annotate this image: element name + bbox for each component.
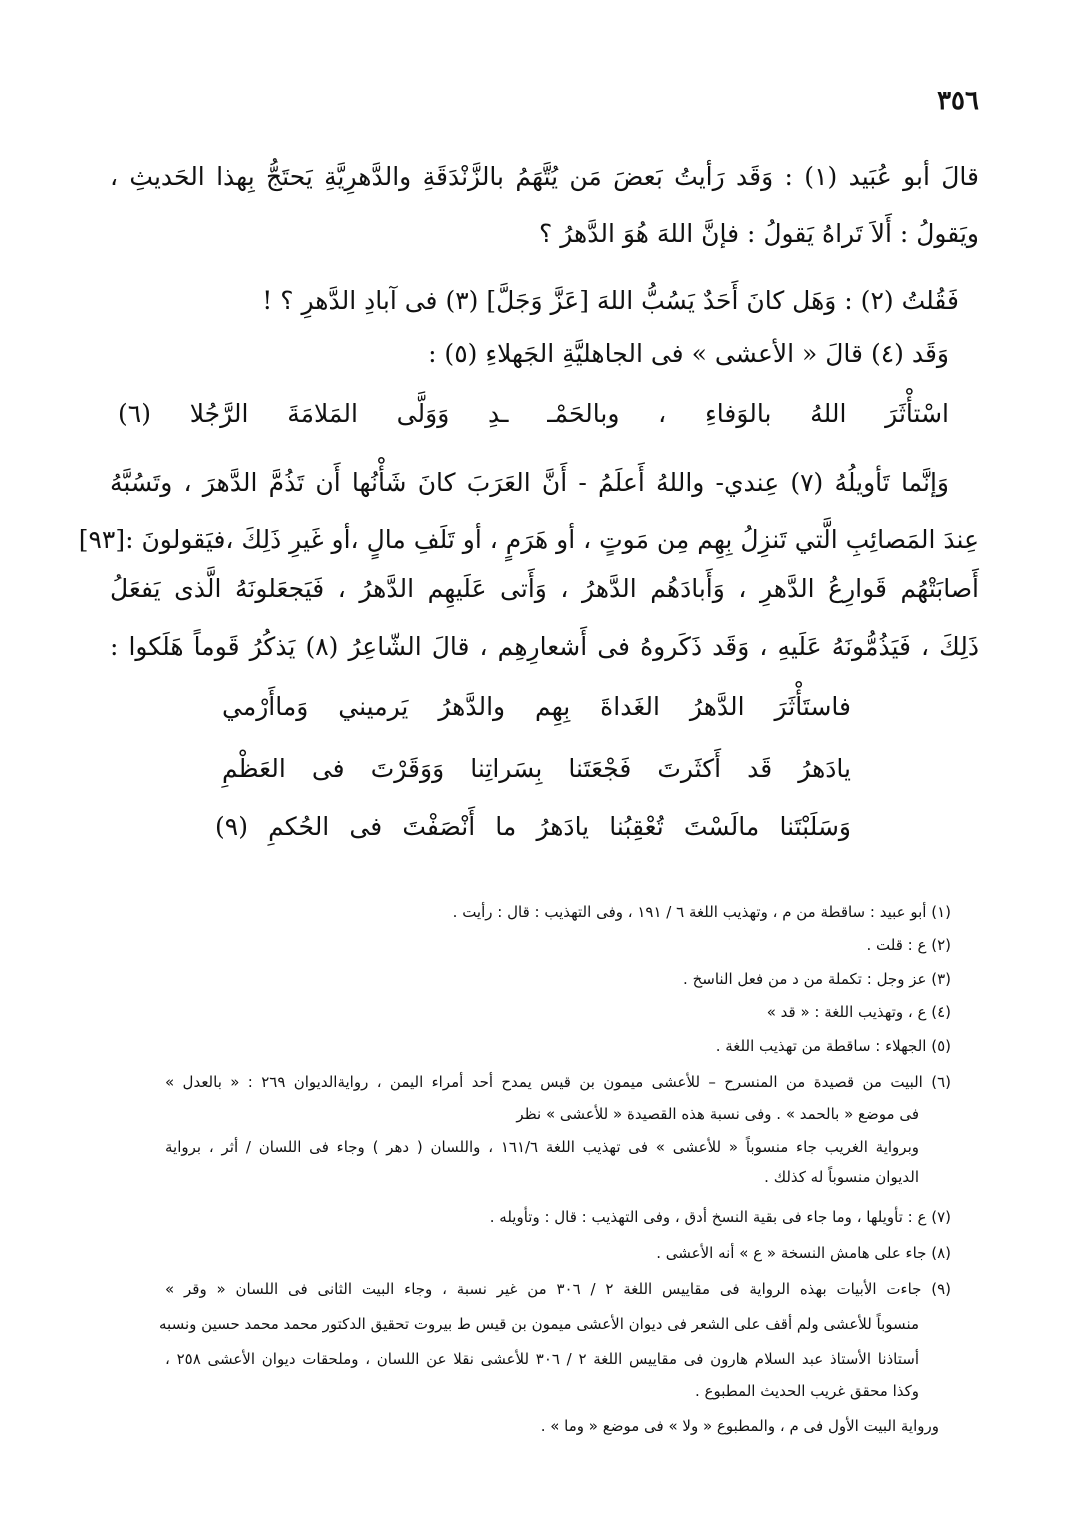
footnote-continuation: وبرواية الغريب جاء منسوباً « للأعشى » فى تهذيب اللغة ١٦١/٦ ، واللسان ( دهر ) وجاء فى اللسان / أثر ، برواية bbox=[165, 1138, 919, 1156]
verse-line: وَسَلَبْتَنا مالَسْتَ تُعْقِبُنا يادَهرُ ما أَنْصَفْتَ فى الحُكمِ (٩) bbox=[215, 812, 851, 841]
verse-line: اسْتأْثَرَ اللهُ بالوَفاءِ ، وبالحَمْـ ـدِ وَوَلَّى المَلامَةَ الرَّجُلا (٦) bbox=[118, 399, 949, 428]
body-line: ويَقولُ : أَلاَ تَراهُ يَقولُ : فإنَّ اللهَ هُوَ الدَّهرُ ؟ bbox=[539, 219, 979, 248]
footnote: (٧) ع : تأويلها ، وما جاء فى بقية النسخ أدق ، وفى التهذيب : قال : وتأويله . bbox=[489, 1208, 951, 1226]
body-line: فَقُلتُ (٢) : وَهَل كانَ أَحَدٌ يَسُبُّ اللهَ [عَزَّ وَجَلَّ] (٣) فى آبادِ الدَّهرِ ؟ ! bbox=[262, 286, 959, 315]
body-line: أَصابَتْهُم قَوارِعُ الدَّهرِ ، وَأَبادَهُم الدَّهرُ ، وَأَتى عَلَيهِم الدَّهرُ ، فَيَجعَلونَهُ الَّذى يَفعَلُ bbox=[110, 574, 979, 603]
body-line: قالَ أبو عُبَيد (١) : وَقَد رَأيتُ بَعضَ مَن يُتَّهَمُ بالزَّنْدَقَةِ والدَّهرِيَّةِ يَحتَجُّ بِهذا الحَديثِ ، bbox=[110, 162, 979, 191]
page-number: ٣٥٦ bbox=[937, 86, 979, 116]
verse-line: يادَهرُ قَد أَكثَرتَ فَجْعَتَنا بِسَراتِنا وَوَقَرْتَ فى العَظْمِ bbox=[222, 754, 851, 783]
footnote: (٤) ع ، وتهذيب اللغة : « قد » bbox=[766, 1003, 951, 1021]
footnote: (٣) عز وجل : تكملة من د من فعل الناسخ . bbox=[683, 970, 951, 988]
footnote-continuation: الديوان منسوباً له كذلك . bbox=[764, 1168, 919, 1186]
body-line: عِندَ المَصائِبِ الَّتي تَنزِلُ بِهِم مِن مَوتٍ ، أو هَرَمٍ ، أو تَلَفِ مالٍ ،أو غَيرِ ذَلِكَ ،فيَقولونَ :[٩٣] bbox=[78, 525, 979, 554]
footnote: (١) أبو عبيد : ساقطة من م ، وتهذيب اللغة ٦ / ١٩١ ، وفى التهذيب : قال : رأيت . bbox=[452, 903, 951, 921]
footnote: (٦) البيت من قصيدة من المنسرح – للأعشى ميمون بن قيس يمدح أحد أمراء اليمن ، روايةالديوان ٢٦٩ : « بالعدل » bbox=[165, 1073, 951, 1091]
body-line: وَإنَّما تَأويلُهُ (٧) عِندي- واللهُ أَعلَمُ - أَنَّ العَرَبَ كانَ شَأْنُها أَن تَذُمَّ الدَّهرَ ، وتَسُبَّهُ bbox=[110, 468, 949, 497]
verse-line: فاستَأْثَرَ الدَّهرُ الغَداةَ بِهِم والدَّهرُ يَرميني وَماأَرْمي bbox=[222, 692, 851, 721]
footnote-continuation: ورواية البيت الأول فى م ، والمطبوع « ولا » فى موضع « وما » . bbox=[540, 1417, 939, 1435]
footnote-continuation: فى موضع « بالحمد » . وفى نسبة هذه القصيدة « للأعشى » نظر bbox=[516, 1105, 919, 1123]
body-line: ذَلِكَ ، فَيَذُمُّونَهُ عَلَيهِ ، وَقَد ذَكَروهُ فى أَشعارِهِم ، قالَ الشّاعِرُ (٨) يَذكُرُ قَوماً هَلَكوا : bbox=[110, 632, 980, 661]
footnote-continuation: أستاذنا الأستاذ عبد السلام هارون فى مقاييس اللغة ٢ / ٣٠٦ للأعشى نقلا عن اللسان ، وملحقات ديوان الأعشى ٢٥٨ ، bbox=[165, 1350, 920, 1368]
footnote-continuation: منسوباً للأعشى ولم أقف على الشعر فى ديوان الأعشى ميمون بن قيس ط بيروت تحقيق الدكتور محمد محمد حسين ونسبه bbox=[159, 1315, 919, 1333]
footnote: (٢) ع : قلت . bbox=[866, 936, 951, 954]
footnote: (٨) جاء على هامش النسخة « ع » أنه الأعشى . bbox=[656, 1244, 951, 1262]
footnote: (٩) جاءت الأبيات بهذه الرواية فى مقاييس اللغة ٢ / ٣٠٦ من غير نسبة ، وجاء البيت الثانى فى اللسان « وقر » bbox=[165, 1280, 952, 1298]
footnote: (٥) الجهلاء : ساقطة من تهذيب اللغة . bbox=[715, 1037, 951, 1055]
body-line: وَقَد (٤) قالَ « الأعشى » فى الجاهليَّةِ الجَهلاءِ (٥) : bbox=[428, 339, 949, 368]
footnote-continuation: وكذا محقق غريب الحديث المطبوع . bbox=[694, 1382, 919, 1400]
